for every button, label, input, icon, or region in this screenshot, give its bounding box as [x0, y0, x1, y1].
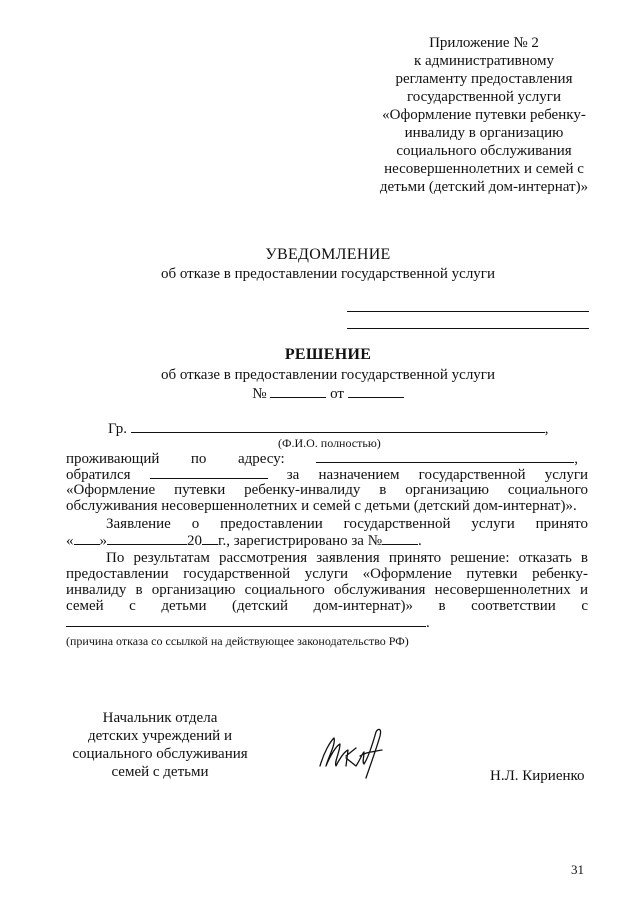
applied-blank: [150, 465, 268, 479]
applied-word: услуги: [544, 467, 589, 483]
result-line: инвалиду в организацию социального обслуживания несовершеннолетних и: [66, 582, 588, 598]
appendix-line: Приложение № 2: [429, 35, 539, 51]
address-blank: [316, 449, 574, 463]
appendix-line: регламенту предоставления: [395, 71, 573, 87]
result-line: предоставлении государственной услуги «Оформление путевки ребенку-: [66, 566, 588, 582]
reason-blank: [66, 613, 426, 627]
appendix-header: [370, 34, 598, 196]
service-line: «Оформление путевки ребенку-инвалиду в организацию социального: [66, 482, 588, 498]
appendix-line: к административному: [414, 53, 554, 69]
appendix-line: несовершеннолетних и семей с: [384, 161, 584, 177]
position-line: семей с детьми: [111, 764, 209, 780]
appendix-line: детьми (детский дом-интернат)»: [379, 179, 589, 195]
decision-number-blank: [270, 384, 326, 398]
address-word: по: [190, 451, 207, 467]
position-line: Начальник отдела: [102, 710, 218, 726]
reason-hint: (причина отказа со ссылкой на действующее законодательство РФ): [66, 634, 409, 648]
fio-hint: (Ф.И.О. полностью): [278, 436, 381, 450]
number-sign: №: [252, 386, 267, 402]
address-word: проживающий: [66, 451, 160, 467]
address-line: проживающий по адресу: ,: [66, 451, 578, 467]
applied-word: за: [286, 467, 300, 483]
position-line: детских учреждений и: [88, 728, 232, 744]
month-blank: [107, 531, 187, 545]
quote-close: »: [99, 533, 107, 549]
registration-number-blank: [382, 531, 418, 545]
result-line: По результатам рассмотрения заявления принято решение: отказать в: [106, 550, 588, 566]
appendix-line: «Оформление путевки ребенку-: [382, 107, 586, 123]
page-number: 31: [571, 862, 584, 877]
decision-number-line: [60, 384, 596, 403]
appendix-line: государственной услуги: [407, 89, 561, 105]
year-prefix: 20: [187, 533, 202, 549]
notice-subtitle: об отказе в предоставлении государственной услуги: [160, 266, 495, 282]
signatory-name: Н.Л. Кириенко: [490, 768, 585, 784]
service-line: обслуживания несовершеннолетних и семей с детьми (детский дом-интернат)».: [66, 498, 577, 514]
year-blank: [202, 531, 218, 545]
reason-line: .: [66, 613, 588, 632]
fio-blank: [131, 419, 545, 433]
appendix-line: инвалиду в организацию: [404, 125, 564, 141]
decision-subtitle: об отказе в предоставлении государственной услуги: [160, 367, 495, 383]
applied-word: назначением: [318, 467, 400, 483]
position-line: социального обслуживания: [72, 746, 248, 762]
day-blank: [74, 531, 100, 545]
result-line: семей с детьми (детский дом-интернат)» в соответствии с: [66, 598, 588, 614]
signatory-position: [60, 709, 260, 781]
date-registration-line: « » 20 г., зарегистрировано за № .: [66, 533, 422, 549]
application-line: Заявление о предоставлении государственной услуги принято: [106, 516, 588, 532]
citizen-line: Гр. ,: [108, 421, 549, 437]
applied-word: обратился: [66, 467, 131, 483]
decision-title: РЕШЕНИЕ: [284, 346, 372, 363]
quote-open: «: [66, 533, 74, 549]
handwritten-signature: [316, 722, 388, 787]
applied-word: государственной: [418, 467, 526, 483]
addressee-blank-line: [347, 328, 589, 329]
addressee-blank-line: [347, 311, 589, 312]
citizen-prefix: Гр.: [108, 421, 127, 437]
from-label: от: [330, 386, 344, 402]
address-word: адресу:: [237, 451, 285, 467]
decision-date-blank: [348, 384, 404, 398]
appendix-line: социального обслуживания: [396, 143, 572, 159]
notice-title: УВЕДОМЛЕНИЕ: [265, 246, 391, 263]
registered-text: г., зарегистрировано за №: [218, 533, 383, 549]
